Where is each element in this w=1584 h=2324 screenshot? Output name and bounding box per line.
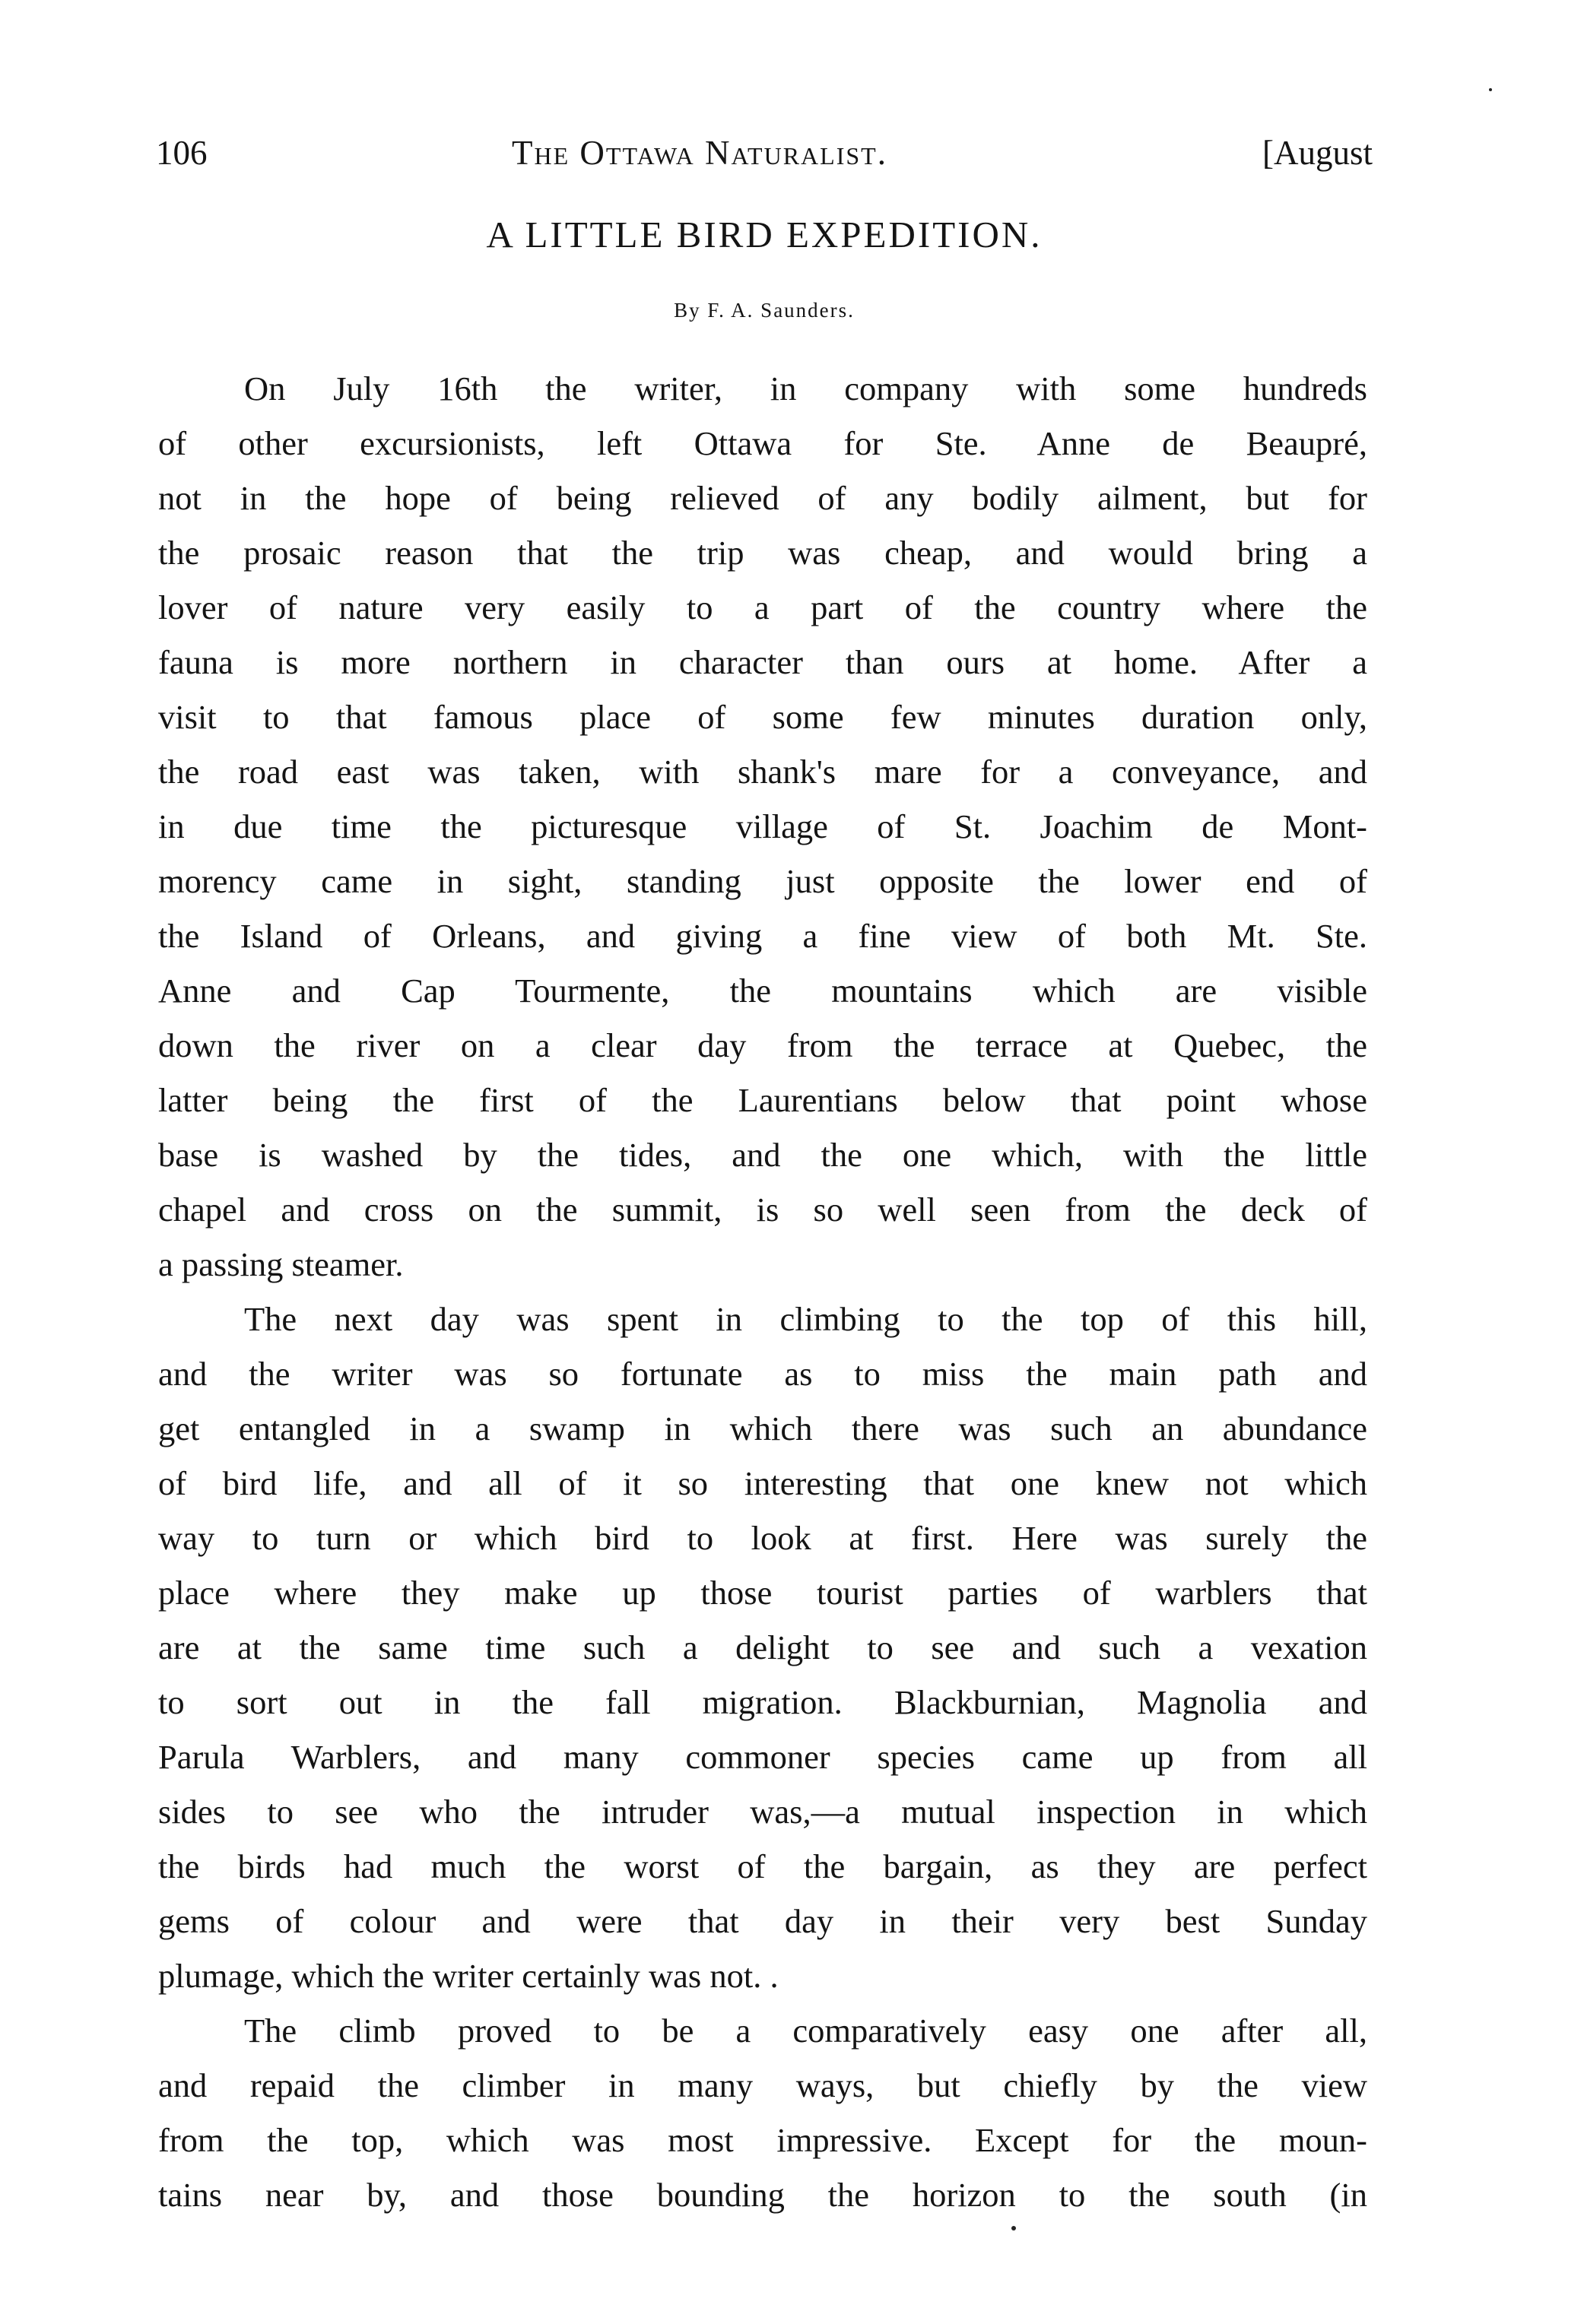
text-line: of bird life, and all of it so interesting that one knew not which [158, 1464, 1367, 1502]
text-line: lover of nature very easily to a part of the country where the [158, 588, 1367, 626]
text-line: the prosaic reason that the trip was cheap, and would bring a [158, 534, 1367, 572]
text-line: the birds had much the worst of the bargain, as they are perfect [158, 1847, 1367, 1885]
ink-speck [1011, 2226, 1016, 2230]
text-line: gems of colour and were that day in their very best Sunday [158, 1902, 1367, 1940]
article-body [158, 361, 1367, 2222]
text-line: latter being the first of the Laurentians below that point whose [158, 1081, 1367, 1119]
running-head [156, 126, 1373, 179]
text-line: Parula Warblers, and many commoner species came up from all [158, 1738, 1367, 1776]
text-line: and the writer was so fortunate as to miss the main path and [158, 1355, 1367, 1393]
issue-month: [August [1262, 134, 1373, 172]
byline: By F. A. Saunders. [674, 299, 855, 322]
text-line: morency came in sight, standing just opposite the lower end of [158, 862, 1367, 900]
text-line: not in the hope of being relieved of any bodily ailment, but for [158, 479, 1367, 517]
text-line: plumage, which the writer certainly was not. . [158, 1957, 779, 1995]
text-line: chapel and cross on the summit, is so well seen from the deck of [158, 1191, 1367, 1229]
text-line: in due time the picturesque village of St. Joachim de Mont- [158, 807, 1367, 845]
ink-speck [1489, 88, 1492, 91]
article-title: A LITTLE BIRD EXPEDITION. [486, 214, 1043, 255]
text-line: of other excursionists, left Ottawa for Ste. Anne de Beaupré, [158, 424, 1367, 462]
text-line: get entangled in a swamp in which there was such an abundance [158, 1409, 1367, 1447]
page-number: 106 [156, 134, 208, 172]
text-line: The climb proved to be a comparatively easy one after all, [244, 2012, 1367, 2050]
text-line: visit to that famous place of some few minutes duration only, [158, 698, 1367, 736]
text-line: from the top, which was most impressive. Except for the moun- [158, 2121, 1367, 2159]
text-line: tains near by, and those bounding the horizon to the south (in [158, 2176, 1367, 2214]
text-line: and repaid the climber in many ways, but chiefly by the view [158, 2066, 1367, 2104]
text-line: On July 16th the writer, in company with some hundreds [244, 369, 1367, 407]
text-line: way to turn or which bird to look at first. Here was surely the [158, 1519, 1367, 1557]
journal-title: The Ottawa Naturalist. [512, 134, 887, 172]
text-line: are at the same time such a delight to see and such a vexation [158, 1628, 1367, 1666]
text-line: the Island of Orleans, and giving a fine view of both Mt. Ste. [158, 917, 1367, 955]
text-line: sides to see who the intruder was,—a mutual inspection in which [158, 1793, 1367, 1831]
text-line: down the river on a clear day from the terrace at Quebec, the [158, 1026, 1367, 1064]
text-line: fauna is more northern in character than ours at home. After a [158, 643, 1367, 681]
text-line: to sort out in the fall migration. Blackburnian, Magnolia and [158, 1683, 1367, 1721]
text-line: Anne and Cap Tourmente, the mountains which are visible [158, 972, 1367, 1010]
text-line: the road east was taken, with shank's mare for a conveyance, and [158, 753, 1367, 791]
text-line: base is washed by the tides, and the one which, with the little [158, 1136, 1367, 1174]
text-line: place where they make up those tourist parties of warblers that [158, 1574, 1367, 1612]
text-line: The next day was spent in climbing to the top of this hill, [244, 1300, 1367, 1338]
text-line: a passing steamer. [158, 1245, 404, 1283]
